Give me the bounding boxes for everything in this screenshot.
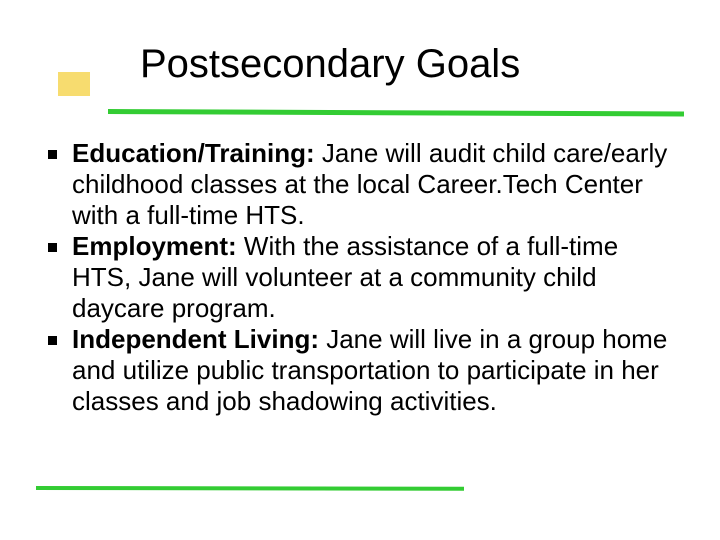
slide-title: Postsecondary Goals — [140, 42, 521, 86]
goal-bullet-independent-living — [48, 324, 668, 417]
bullet-label: Independent Living: — [72, 324, 319, 354]
goal-bullet-employment — [48, 231, 668, 324]
bullet-text: With the assistance of a full-time HTS, Jane will volunteer at a community child daycare program. — [72, 231, 619, 323]
bullet-text: Jane will audit child care/early childhood classes at the local Career.Tech Center with a full-time HTS. — [72, 138, 668, 230]
bullet-label: Education/Training: — [72, 138, 315, 168]
square-bullet-icon — [48, 150, 57, 159]
title-underline-rule — [108, 109, 684, 117]
title-accent-square — [58, 72, 90, 96]
bottom-rule — [36, 486, 464, 491]
goal-bullet-education — [48, 138, 668, 231]
bullet-label: Employment: — [72, 231, 237, 261]
goal-bullet-list — [48, 138, 668, 417]
bullet-text: Jane will live in a group home and utilize public transportation to participate in her classes and job shadowing activities. — [72, 324, 668, 416]
square-bullet-icon — [48, 336, 57, 345]
square-bullet-icon — [48, 243, 57, 252]
